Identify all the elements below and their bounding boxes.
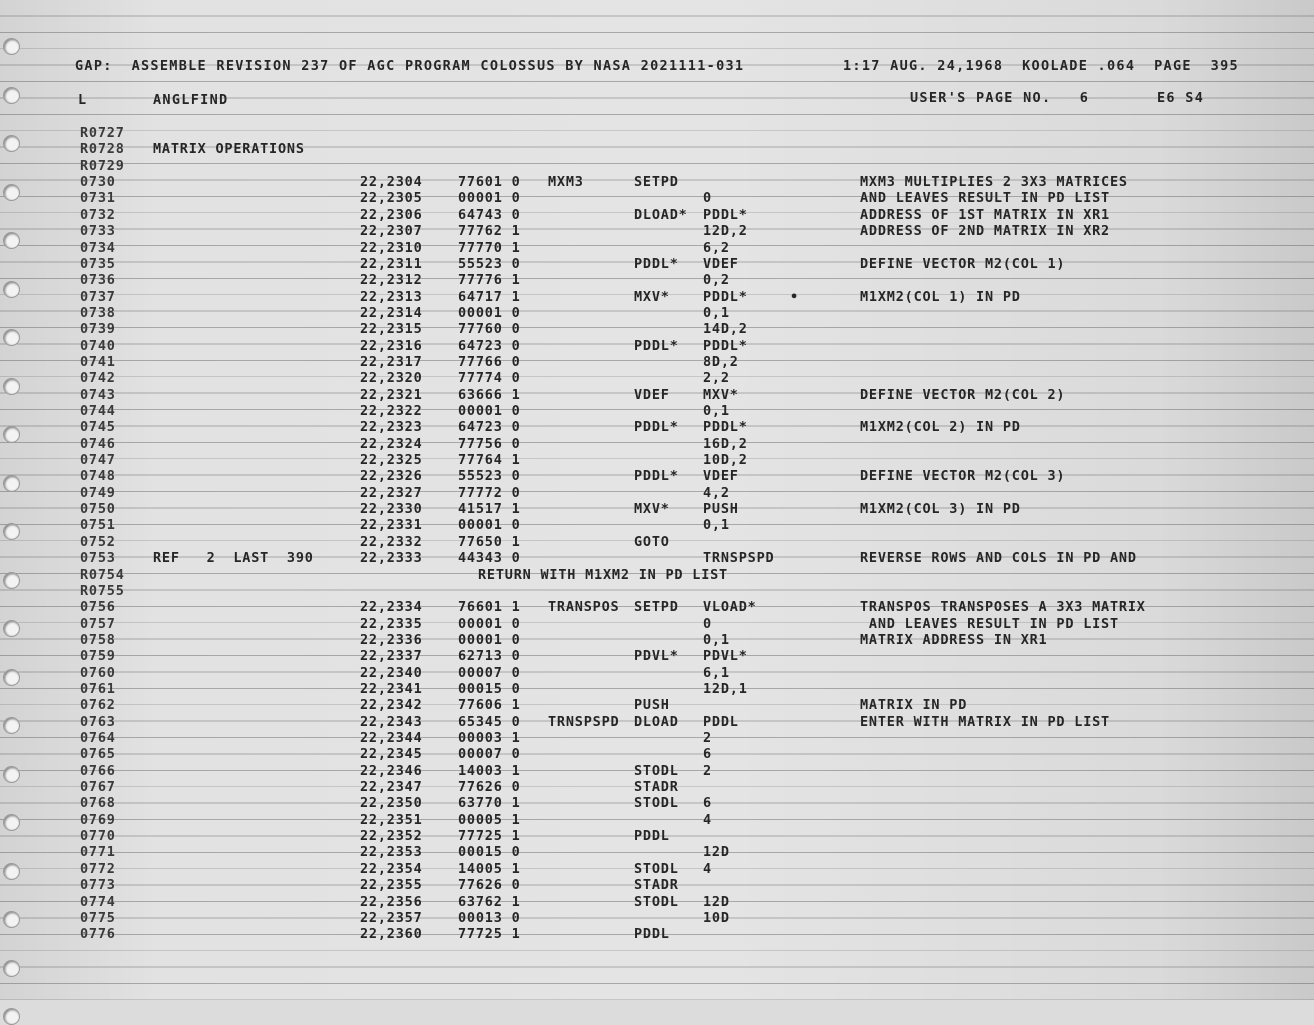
- operand: 0,1: [703, 304, 730, 321]
- address: 22,2322: [360, 403, 423, 419]
- octal-code: 64717 1: [458, 288, 521, 305]
- octal-code: 77764 1: [458, 452, 521, 468]
- symbol-label: MXM3: [548, 174, 584, 191]
- comment: ADDRESS OF 1ST MATRIX IN XR1: [860, 206, 1110, 223]
- header-code: L: [78, 92, 87, 108]
- line-number: 0737: [80, 288, 116, 305]
- line-number: R0727: [80, 125, 125, 141]
- operand: 14D,2: [703, 321, 748, 338]
- feed-hole: [3, 87, 20, 104]
- operand: 0,2: [703, 272, 730, 289]
- octal-code: 55523 0: [458, 255, 521, 272]
- feed-hole: [3, 184, 20, 201]
- operand: 8D,2: [703, 353, 739, 370]
- octal-code: 77762 1: [458, 223, 521, 240]
- octal-code: 77601 0: [458, 174, 521, 191]
- opcode: STADR: [634, 779, 679, 795]
- octal-code: 64723 0: [458, 337, 521, 354]
- opcode: GOTO: [634, 533, 670, 550]
- line-number: 0730: [80, 174, 116, 191]
- octal-code: 77766 0: [458, 353, 521, 370]
- assembly-header-left: GAP: ASSEMBLE REVISION 237 OF AGC PROGRAM COLOSSUS BY NASA 2021111-031: [75, 58, 745, 74]
- opcode: PDDL*: [634, 337, 679, 354]
- feed-hole: [3, 378, 20, 395]
- address: 22,2347: [360, 779, 423, 795]
- line-number: 0772: [80, 860, 116, 877]
- operand: VLOAD*: [703, 599, 757, 616]
- feed-hole: [3, 814, 20, 831]
- opcode: PUSH: [634, 697, 670, 714]
- opcode: MXV*: [634, 288, 670, 305]
- address: 22,2334: [360, 599, 423, 616]
- line-number: 0749: [80, 484, 116, 501]
- address: 22,2340: [360, 664, 423, 681]
- line-number: 0776: [80, 926, 116, 943]
- operand: 6: [703, 746, 712, 763]
- operand: 0: [703, 615, 712, 632]
- line-number: 0746: [80, 435, 116, 452]
- octal-code: 77725 1: [458, 926, 521, 943]
- octal-code: 00001 0: [458, 631, 521, 648]
- line-number: 0774: [80, 893, 116, 910]
- symbol-label: TRANSPOS: [548, 599, 620, 616]
- comment: DEFINE VECTOR M2(COL 2): [860, 386, 1066, 403]
- opcode: STODL: [634, 893, 679, 910]
- operand: 2: [703, 730, 712, 746]
- operand: VDEF: [703, 468, 739, 485]
- address: 22,2323: [360, 419, 423, 436]
- opcode: STODL: [634, 795, 679, 812]
- line-number: R0754: [80, 566, 125, 583]
- operand: 10D,2: [703, 452, 748, 468]
- reference-note: MATRIX OPERATIONS: [153, 141, 305, 158]
- feed-hole: [3, 717, 20, 734]
- user-page-number: USER'S PAGE NO. 6: [910, 90, 1090, 106]
- octal-code: 62713 0: [458, 648, 521, 665]
- line-number: 0731: [80, 190, 116, 207]
- octal-code: 64723 0: [458, 419, 521, 436]
- opcode: STODL: [634, 762, 679, 779]
- line-number: 0751: [80, 517, 116, 534]
- opcode: DLOAD*: [634, 206, 688, 223]
- line-number: 0759: [80, 648, 116, 665]
- opcode: STADR: [634, 877, 679, 894]
- operand: PDDL*: [703, 288, 748, 305]
- comment: AND LEAVES RESULT IN PD LIST: [860, 615, 1119, 632]
- operand: 10D: [703, 909, 730, 926]
- line-number: 0771: [80, 844, 116, 861]
- line-number: 0756: [80, 599, 116, 616]
- octal-code: 64743 0: [458, 206, 521, 223]
- line-number: 0742: [80, 370, 116, 387]
- octal-code: 00015 0: [458, 844, 521, 861]
- line-number: 0734: [80, 239, 116, 256]
- operand: 4: [703, 811, 712, 828]
- operand: 6,1: [703, 664, 730, 681]
- comment-continuation: RETURN WITH M1XM2 IN PD LIST: [478, 566, 728, 583]
- opcode: PDDL: [634, 926, 670, 943]
- operand: 6,2: [703, 239, 730, 256]
- address: 22,2305: [360, 190, 423, 207]
- address: 22,2360: [360, 926, 423, 943]
- address: 22,2315: [360, 321, 423, 338]
- assembly-header-right: 1:17 AUG. 24,1968 KOOLADE .064 PAGE 395: [843, 58, 1239, 74]
- address: 22,2320: [360, 370, 423, 387]
- opcode: PDDL*: [634, 255, 679, 272]
- opcode: VDEF: [634, 386, 670, 403]
- feed-hole: [3, 1008, 20, 1025]
- octal-code: 63762 1: [458, 893, 521, 910]
- octal-code: 77776 1: [458, 272, 521, 289]
- address: 22,2330: [360, 501, 423, 518]
- address: 22,2353: [360, 844, 423, 861]
- tractor-feed-holes: [0, 0, 30, 1000]
- operand: 4,2: [703, 484, 730, 501]
- line-number: 0732: [80, 206, 116, 223]
- feed-hole: [3, 620, 20, 637]
- line-number: 0769: [80, 811, 116, 828]
- opcode: STODL: [634, 860, 679, 877]
- address: 22,2357: [360, 909, 423, 926]
- line-number: 0768: [80, 795, 116, 812]
- opcode: PDDL*: [634, 468, 679, 485]
- octal-code: 00001 0: [458, 615, 521, 632]
- line-number: 0765: [80, 746, 116, 763]
- octal-code: 00005 1: [458, 811, 521, 828]
- address: 22,2336: [360, 631, 423, 648]
- address: 22,2316: [360, 337, 423, 354]
- line-number: 0753: [80, 550, 116, 567]
- feed-hole: [3, 232, 20, 249]
- line-number: 0748: [80, 468, 116, 485]
- address: 22,2331: [360, 517, 423, 534]
- comment: ENTER WITH MATRIX IN PD LIST: [860, 713, 1110, 730]
- feed-hole: [3, 329, 20, 346]
- opcode: SETPD: [634, 599, 679, 616]
- line-number: 0761: [80, 680, 116, 697]
- address: 22,2306: [360, 206, 423, 223]
- octal-code: 00003 1: [458, 730, 521, 746]
- operand: 4: [703, 860, 712, 877]
- address: 22,2333: [360, 550, 423, 567]
- address: 22,2304: [360, 174, 423, 191]
- octal-code: 00001 0: [458, 403, 521, 419]
- feed-hole: [3, 572, 20, 589]
- address: 22,2345: [360, 746, 423, 763]
- opcode: PDDL: [634, 828, 670, 845]
- line-number: 0770: [80, 828, 116, 845]
- octal-code: 77756 0: [458, 435, 521, 452]
- line-number: 0740: [80, 337, 116, 354]
- octal-code: 63666 1: [458, 386, 521, 403]
- address: 22,2310: [360, 239, 423, 256]
- feed-hole: [3, 911, 20, 928]
- address: 22,2355: [360, 877, 423, 894]
- feed-hole: [3, 523, 20, 540]
- address: 22,2342: [360, 697, 423, 714]
- line-number: R0729: [80, 157, 125, 174]
- operand: 12D,1: [703, 680, 748, 697]
- comment: MXM3 MULTIPLIES 2 3X3 MATRICES: [860, 174, 1128, 191]
- comment: DEFINE VECTOR M2(COL 1): [860, 255, 1066, 272]
- octal-code: 44343 0: [458, 550, 521, 567]
- operand: PDVL*: [703, 648, 748, 665]
- address: 22,2351: [360, 811, 423, 828]
- octal-code: 00001 0: [458, 190, 521, 207]
- operand: PDDL*: [703, 206, 748, 223]
- operand: PDDL*: [703, 337, 748, 354]
- operand: 2: [703, 762, 712, 779]
- line-number: 0747: [80, 452, 116, 468]
- address: 22,2335: [360, 615, 423, 632]
- operand: 12D: [703, 893, 730, 910]
- octal-code: 77772 0: [458, 484, 521, 501]
- comment: DEFINE VECTOR M2(COL 3): [860, 468, 1066, 485]
- address: 22,2352: [360, 828, 423, 845]
- feed-hole: [3, 475, 20, 492]
- reference-note: REF 2 LAST 390: [153, 550, 314, 567]
- octal-code: 00007 0: [458, 664, 521, 681]
- opcode: PDVL*: [634, 648, 679, 665]
- line-number: 0750: [80, 501, 116, 518]
- line-number: R0728: [80, 141, 125, 158]
- stray-mark: •: [790, 288, 799, 305]
- comment: M1XM2(COL 3) IN PD: [860, 501, 1021, 518]
- operand: PDDL*: [703, 419, 748, 436]
- line-number: 0741: [80, 353, 116, 370]
- octal-code: 00001 0: [458, 517, 521, 534]
- address: 22,2317: [360, 353, 423, 370]
- line-number: 0760: [80, 664, 116, 681]
- address: 22,2325: [360, 452, 423, 468]
- octal-code: 41517 1: [458, 501, 521, 518]
- feed-hole: [3, 38, 20, 55]
- comment: M1XM2(COL 2) IN PD: [860, 419, 1021, 436]
- octal-code: 65345 0: [458, 713, 521, 730]
- octal-code: 00013 0: [458, 909, 521, 926]
- address: 22,2337: [360, 648, 423, 665]
- comment: TRANSPOS TRANSPOSES A 3X3 MATRIX: [860, 599, 1146, 616]
- line-number: 0739: [80, 321, 116, 338]
- line-number: 0764: [80, 730, 116, 746]
- line-number: R0755: [80, 582, 125, 599]
- address: 22,2321: [360, 386, 423, 403]
- operand: VDEF: [703, 255, 739, 272]
- octal-code: 00001 0: [458, 304, 521, 321]
- line-number: 0775: [80, 909, 116, 926]
- operand: 16D,2: [703, 435, 748, 452]
- octal-code: 63770 1: [458, 795, 521, 812]
- line-number: 0744: [80, 403, 116, 419]
- address: 22,2346: [360, 762, 423, 779]
- feed-hole: [3, 281, 20, 298]
- line-number: 0758: [80, 631, 116, 648]
- opcode: PDDL*: [634, 419, 679, 436]
- octal-code: 77626 0: [458, 877, 521, 894]
- operand: 12D: [703, 844, 730, 861]
- feed-hole: [3, 766, 20, 783]
- line-number: 0757: [80, 615, 116, 632]
- address: 22,2344: [360, 730, 423, 746]
- octal-code: 77650 1: [458, 533, 521, 550]
- address: 22,2343: [360, 713, 423, 730]
- opcode: SETPD: [634, 174, 679, 191]
- octal-code: 77725 1: [458, 828, 521, 845]
- address: 22,2356: [360, 893, 423, 910]
- operand: 0,1: [703, 517, 730, 534]
- address: 22,2307: [360, 223, 423, 240]
- comment: ADDRESS OF 2ND MATRIX IN XR2: [860, 223, 1110, 240]
- address: 22,2324: [360, 435, 423, 452]
- line-number: 0766: [80, 762, 116, 779]
- feed-hole: [3, 669, 20, 686]
- octal-code: 77606 1: [458, 697, 521, 714]
- operand: 0,1: [703, 403, 730, 419]
- octal-code: 77760 0: [458, 321, 521, 338]
- address: 22,2350: [360, 795, 423, 812]
- line-number: 0763: [80, 713, 116, 730]
- line-number: 0745: [80, 419, 116, 436]
- feed-hole: [3, 135, 20, 152]
- log-section-title: ANGLFIND: [153, 92, 229, 108]
- octal-code: 55523 0: [458, 468, 521, 485]
- line-number: 0762: [80, 697, 116, 714]
- operand: MXV*: [703, 386, 739, 403]
- address: 22,2313: [360, 288, 423, 305]
- line-number: 0733: [80, 223, 116, 240]
- octal-code: 77774 0: [458, 370, 521, 387]
- feed-hole: [3, 960, 20, 977]
- address: 22,2314: [360, 304, 423, 321]
- octal-code: 14005 1: [458, 860, 521, 877]
- address: 22,2341: [360, 680, 423, 697]
- line-number: 0767: [80, 779, 116, 795]
- address: 22,2311: [360, 255, 423, 272]
- octal-code: 14003 1: [458, 762, 521, 779]
- line-number: 0743: [80, 386, 116, 403]
- line-number: 0773: [80, 877, 116, 894]
- operand: 6: [703, 795, 712, 812]
- operand: 12D,2: [703, 223, 748, 240]
- operand: 0: [703, 190, 712, 207]
- comment: AND LEAVES RESULT IN PD LIST: [860, 190, 1110, 207]
- octal-code: 00015 0: [458, 680, 521, 697]
- address: 22,2327: [360, 484, 423, 501]
- line-number: 0752: [80, 533, 116, 550]
- octal-code: 00007 0: [458, 746, 521, 763]
- operand: 0,1: [703, 631, 730, 648]
- line-number: 0738: [80, 304, 116, 321]
- comment: REVERSE ROWS AND COLS IN PD AND: [860, 550, 1137, 567]
- address: 22,2312: [360, 272, 423, 289]
- operand: PDDL: [703, 713, 739, 730]
- page-tag: E6 S4: [1157, 90, 1205, 106]
- address: 22,2332: [360, 533, 423, 550]
- address: 22,2354: [360, 860, 423, 877]
- comment: MATRIX ADDRESS IN XR1: [860, 631, 1048, 648]
- operand: PUSH: [703, 501, 739, 518]
- opcode: DLOAD: [634, 713, 679, 730]
- symbol-label: TRNSPSPD: [548, 713, 620, 730]
- octal-code: 77770 1: [458, 239, 521, 256]
- feed-hole: [3, 426, 20, 443]
- feed-hole: [3, 863, 20, 880]
- octal-code: 76601 1: [458, 599, 521, 616]
- line-number: 0735: [80, 255, 116, 272]
- operand: 2,2: [703, 370, 730, 387]
- comment: M1XM2(COL 1) IN PD: [860, 288, 1021, 305]
- operand: TRNSPSPD: [703, 550, 775, 567]
- address: 22,2326: [360, 468, 423, 485]
- comment: MATRIX IN PD: [860, 697, 968, 714]
- octal-code: 77626 0: [458, 779, 521, 795]
- line-number: 0736: [80, 272, 116, 289]
- opcode: MXV*: [634, 501, 670, 518]
